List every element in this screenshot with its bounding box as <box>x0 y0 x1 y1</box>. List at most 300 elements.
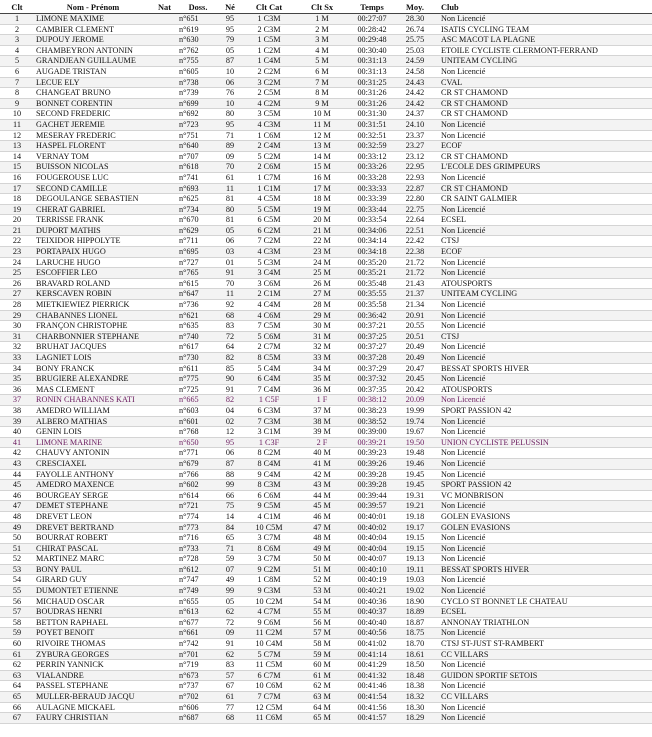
cell-time: 00:33:33 <box>347 183 397 194</box>
cell-club: Non Licencié <box>433 14 652 25</box>
cell-name: DUPORT MATHIS <box>34 225 152 236</box>
cell-time: 00:39:21 <box>347 437 397 448</box>
cell-club: CR SAINT GALMIER <box>433 194 652 205</box>
cell-born: 72 <box>219 331 241 342</box>
cell-nat <box>152 639 177 650</box>
cell-avg-speed: 21.43 <box>397 278 433 289</box>
cell-cat-rank: 1 C7M <box>241 172 297 183</box>
cell-nat <box>152 88 177 99</box>
cell-club: Non Licencié <box>433 257 652 268</box>
cell-cat-rank: 1 C6M <box>241 130 297 141</box>
cell-bib: n°655 <box>177 596 219 607</box>
table-row <box>0 141 652 152</box>
cell-cat-rank: 8 C2M <box>241 448 297 459</box>
cell-club: GOLEN EVASIONS <box>433 522 652 533</box>
cell-rank: 7 <box>0 77 34 88</box>
cell-rank: 46 <box>0 490 34 501</box>
cell-club: Non Licencié <box>433 543 652 554</box>
cell-nat <box>152 289 177 300</box>
cell-rank: 36 <box>0 384 34 395</box>
cell-name: DEMET STEPHANE <box>34 501 152 512</box>
cell-sex-rank: 52 M <box>297 575 347 586</box>
cell-nat <box>152 692 177 703</box>
cell-avg-speed: 24.42 <box>397 88 433 99</box>
cell-nat <box>152 77 177 88</box>
cell-born: 61 <box>219 172 241 183</box>
cell-born: 05 <box>219 45 241 56</box>
cell-time: 00:35:20 <box>347 257 397 268</box>
cell-name: DEGOULANGE SEBASTIEN <box>34 194 152 205</box>
cell-club: Non Licencié <box>433 469 652 480</box>
cell-avg-speed: 19.46 <box>397 458 433 469</box>
cell-sex-rank: 19 M <box>297 204 347 215</box>
cell-time: 00:40:56 <box>347 628 397 639</box>
cell-sex-rank: 61 M <box>297 670 347 681</box>
cell-cat-rank: 2 C6M <box>241 162 297 173</box>
cell-nat <box>152 511 177 522</box>
cell-born: 81 <box>219 194 241 205</box>
cell-club: Non Licencié <box>433 575 652 586</box>
table-row <box>0 575 652 586</box>
cell-rank: 38 <box>0 405 34 416</box>
cell-born: 72 <box>219 617 241 628</box>
table-row <box>0 56 652 67</box>
table-row <box>0 257 652 268</box>
cell-rank: 28 <box>0 300 34 311</box>
cell-time: 00:35:48 <box>347 278 397 289</box>
cell-time: 00:40:10 <box>347 564 397 575</box>
cell-rank: 12 <box>0 130 34 141</box>
cell-sex-rank: 62 M <box>297 681 347 692</box>
cell-sex-rank: 17 M <box>297 183 347 194</box>
cell-nat <box>152 66 177 77</box>
cell-cat-rank: 9 C5M <box>241 501 297 512</box>
cell-time: 00:27:07 <box>347 14 397 25</box>
cell-time: 00:40:19 <box>347 575 397 586</box>
cell-nat <box>152 300 177 311</box>
table-row <box>0 511 652 522</box>
cell-rank: 65 <box>0 692 34 703</box>
cell-cat-rank: 1 C3F <box>241 437 297 448</box>
table-row <box>0 151 652 162</box>
cell-name: LAGNIET LOIS <box>34 353 152 364</box>
cell-club: Non Licencié <box>433 713 652 724</box>
cell-sex-rank: 42 M <box>297 469 347 480</box>
cell-nat <box>152 257 177 268</box>
cell-nat <box>152 14 177 25</box>
cell-rank: 25 <box>0 268 34 279</box>
cell-avg-speed: 18.75 <box>397 628 433 639</box>
cell-cat-rank: 1 C8M <box>241 575 297 586</box>
cell-name: BOURRAT ROBERT <box>34 533 152 544</box>
cell-time: 00:37:28 <box>347 353 397 364</box>
cell-born: 90 <box>219 374 241 385</box>
cell-club: CC VILLARS <box>433 692 652 703</box>
cell-cat-rank: 10 C5M <box>241 522 297 533</box>
cell-name: BRAVARD ROLAND <box>34 278 152 289</box>
cell-rank: 31 <box>0 331 34 342</box>
cell-sex-rank: 9 M <box>297 98 347 109</box>
table-row <box>0 639 652 650</box>
cell-cat-rank: 3 C7M <box>241 533 297 544</box>
cell-avg-speed: 18.50 <box>397 660 433 671</box>
cell-name: BONNET CORENTIN <box>34 98 152 109</box>
cell-sex-rank: 8 M <box>297 88 347 99</box>
cell-cat-rank: 4 C3M <box>241 247 297 258</box>
cell-born: 87 <box>219 458 241 469</box>
cell-sex-rank: 38 M <box>297 416 347 427</box>
cell-name: GACHET JEREMIE <box>34 119 152 130</box>
cell-born: 11 <box>219 289 241 300</box>
cell-club: Non Licencié <box>433 702 652 713</box>
cell-rank: 55 <box>0 586 34 597</box>
cell-nat <box>152 109 177 120</box>
table-row <box>0 236 652 247</box>
cell-sex-rank: 59 M <box>297 649 347 660</box>
cell-born: 81 <box>219 215 241 226</box>
cell-club: Non Licencié <box>433 533 652 544</box>
cell-born: 71 <box>219 543 241 554</box>
cell-time: 00:37:21 <box>347 321 397 332</box>
cell-name: ZYBURA GEORGES <box>34 649 152 660</box>
cell-sex-rank: 60 M <box>297 660 347 671</box>
cell-avg-speed: 22.64 <box>397 215 433 226</box>
cell-avg-speed: 19.74 <box>397 416 433 427</box>
cell-nat <box>152 427 177 438</box>
table-row <box>0 342 652 353</box>
cell-avg-speed: 22.51 <box>397 225 433 236</box>
cell-name: FOUGEROUSE LUC <box>34 172 152 183</box>
cell-nat <box>152 713 177 724</box>
cell-name: BONY PAUL <box>34 564 152 575</box>
col-header-clt: Clt <box>0 2 34 14</box>
cell-rank: 21 <box>0 225 34 236</box>
cell-time: 00:31:26 <box>347 98 397 109</box>
cell-rank: 2 <box>0 24 34 35</box>
cell-sex-rank: 48 M <box>297 533 347 544</box>
cell-nat <box>152 24 177 35</box>
cell-bib: n°625 <box>177 194 219 205</box>
cell-avg-speed: 18.70 <box>397 639 433 650</box>
table-row <box>0 554 652 565</box>
cell-bib: n°612 <box>177 564 219 575</box>
cell-bib: n°618 <box>177 162 219 173</box>
cell-rank: 62 <box>0 660 34 671</box>
cell-nat <box>152 321 177 332</box>
cell-nat <box>152 554 177 565</box>
cell-time: 00:35:58 <box>347 300 397 311</box>
cell-nat <box>152 448 177 459</box>
table-row <box>0 278 652 289</box>
cell-avg-speed: 24.10 <box>397 119 433 130</box>
cell-club: Non Licencié <box>433 130 652 141</box>
cell-sex-rank: 7 M <box>297 77 347 88</box>
table-row <box>0 617 652 628</box>
cell-time: 00:41:02 <box>347 639 397 650</box>
cell-nat <box>152 501 177 512</box>
cell-bib: n°679 <box>177 458 219 469</box>
cell-rank: 3 <box>0 35 34 46</box>
cell-nat <box>152 247 177 258</box>
cell-rank: 47 <box>0 501 34 512</box>
cell-time: 00:33:44 <box>347 204 397 215</box>
cell-club: BESSAT SPORTS HIVER <box>433 363 652 374</box>
cell-club: Non Licencié <box>433 204 652 215</box>
cell-name: BOURGEAY SERGE <box>34 490 152 501</box>
cell-name: AULAGNE MICKAEL <box>34 702 152 713</box>
cell-rank: 27 <box>0 289 34 300</box>
cell-club: Non Licencié <box>433 225 652 236</box>
cell-avg-speed: 18.30 <box>397 702 433 713</box>
cell-time: 00:38:23 <box>347 405 397 416</box>
cell-name: CRESCIAXEL <box>34 458 152 469</box>
cell-bib: n°765 <box>177 268 219 279</box>
col-header-club: Club <box>433 2 652 14</box>
cell-sex-rank: 16 M <box>297 172 347 183</box>
cell-avg-speed: 28.30 <box>397 14 433 25</box>
cell-cat-rank: 9 C3M <box>241 586 297 597</box>
cell-club: UNITEAM CYCLING <box>433 289 652 300</box>
cell-nat <box>152 469 177 480</box>
cell-avg-speed: 24.59 <box>397 56 433 67</box>
cell-avg-speed: 18.87 <box>397 617 433 628</box>
cell-born: 99 <box>219 586 241 597</box>
cell-sex-rank: 50 M <box>297 554 347 565</box>
cell-born: 91 <box>219 384 241 395</box>
cell-bib: n°755 <box>177 56 219 67</box>
cell-cat-rank: 4 C5M <box>241 194 297 205</box>
cell-nat <box>152 363 177 374</box>
cell-sex-rank: 33 M <box>297 353 347 364</box>
cell-club: Non Licencié <box>433 554 652 565</box>
cell-club: CTSJ <box>433 236 652 247</box>
cell-avg-speed: 20.51 <box>397 331 433 342</box>
cell-cat-rank: 6 C5M <box>241 215 297 226</box>
cell-bib: n°734 <box>177 204 219 215</box>
cell-cat-rank: 1 C3M <box>241 14 297 25</box>
cell-rank: 57 <box>0 607 34 618</box>
cell-avg-speed: 24.43 <box>397 77 433 88</box>
table-row <box>0 130 652 141</box>
cell-rank: 63 <box>0 670 34 681</box>
cell-club: GOLEN EVASIONS <box>433 511 652 522</box>
cell-bib: n°719 <box>177 660 219 671</box>
cell-born: 10 <box>219 66 241 77</box>
cell-bib: n°699 <box>177 98 219 109</box>
cell-club: CR ST CHAMOND <box>433 109 652 120</box>
cell-rank: 45 <box>0 480 34 491</box>
cell-born: 03 <box>219 247 241 258</box>
cell-nat <box>152 649 177 660</box>
cell-sex-rank: 26 M <box>297 278 347 289</box>
table-row <box>0 692 652 703</box>
table-row <box>0 119 652 130</box>
cell-cat-rank: 4 C1M <box>241 511 297 522</box>
cell-avg-speed: 18.89 <box>397 607 433 618</box>
cell-avg-speed: 22.87 <box>397 183 433 194</box>
table-row <box>0 204 652 215</box>
cell-cat-rank: 9 C6M <box>241 617 297 628</box>
cell-name: CHAMBEYRON ANTONIN <box>34 45 152 56</box>
cell-avg-speed: 20.09 <box>397 395 433 406</box>
cell-time: 00:37:35 <box>347 384 397 395</box>
cell-name: HASPEL FLORENT <box>34 141 152 152</box>
table-row <box>0 437 652 448</box>
cell-avg-speed: 19.11 <box>397 564 433 575</box>
cell-cat-rank: 6 C7M <box>241 670 297 681</box>
cell-rank: 41 <box>0 437 34 448</box>
cell-born: 14 <box>219 511 241 522</box>
cell-club: ECOF <box>433 141 652 152</box>
cell-club: ETOILE CYCLISTE CLERMONT-FERRAND <box>433 45 652 56</box>
cell-sex-rank: 1 M <box>297 14 347 25</box>
cell-name: CAMBIER CLEMENT <box>34 24 152 35</box>
cell-rank: 17 <box>0 183 34 194</box>
cell-avg-speed: 18.32 <box>397 692 433 703</box>
table-row <box>0 628 652 639</box>
cell-avg-speed: 19.13 <box>397 554 433 565</box>
table-row <box>0 670 652 681</box>
cell-club: Non Licencié <box>433 586 652 597</box>
cell-avg-speed: 19.02 <box>397 586 433 597</box>
cell-bib: n°730 <box>177 353 219 364</box>
cell-nat <box>152 278 177 289</box>
cell-avg-speed: 19.03 <box>397 575 433 586</box>
cell-club: Non Licencié <box>433 374 652 385</box>
cell-time: 00:40:02 <box>347 522 397 533</box>
table-row <box>0 480 652 491</box>
cell-avg-speed: 21.34 <box>397 300 433 311</box>
cell-born: 92 <box>219 300 241 311</box>
cell-bib: n°725 <box>177 384 219 395</box>
cell-cat-rank: 3 C6M <box>241 278 297 289</box>
cell-avg-speed: 22.75 <box>397 204 433 215</box>
cell-cat-rank: 1 C4M <box>241 56 297 67</box>
cell-time: 00:34:14 <box>347 236 397 247</box>
table-row <box>0 395 652 406</box>
cell-avg-speed: 24.58 <box>397 66 433 77</box>
cell-cat-rank: 11 C6M <box>241 713 297 724</box>
table-row <box>0 98 652 109</box>
cell-name: DUPOUY JEROME <box>34 35 152 46</box>
cell-sex-rank: 55 M <box>297 607 347 618</box>
cell-nat <box>152 543 177 554</box>
cell-time: 00:34:06 <box>347 225 397 236</box>
table-row <box>0 469 652 480</box>
cell-name: DREVET BERTRAND <box>34 522 152 533</box>
cell-time: 00:40:37 <box>347 607 397 618</box>
cell-born: 80 <box>219 204 241 215</box>
cell-cat-rank: 4 C7M <box>241 607 297 618</box>
cell-club: CR ST CHAMOND <box>433 183 652 194</box>
cell-name: FAYOLLE ANTHONY <box>34 469 152 480</box>
cell-avg-speed: 24.37 <box>397 109 433 120</box>
cell-rank: 29 <box>0 310 34 321</box>
table-row <box>0 490 652 501</box>
cell-bib: n°736 <box>177 300 219 311</box>
cell-cat-rank: 2 C4M <box>241 141 297 152</box>
cell-time: 00:39:57 <box>347 501 397 512</box>
cell-nat <box>152 596 177 607</box>
cell-nat <box>152 564 177 575</box>
col-header-born: Né <box>219 2 241 14</box>
cell-club: Non Licencié <box>433 66 652 77</box>
table-row <box>0 596 652 607</box>
cell-born: 01 <box>219 257 241 268</box>
cell-born: 61 <box>219 692 241 703</box>
table-row <box>0 225 652 236</box>
cell-name: MICHAUD OSCAR <box>34 596 152 607</box>
cell-name: ESCOFFIER LEO <box>34 268 152 279</box>
cell-rank: 42 <box>0 448 34 459</box>
cell-born: 59 <box>219 554 241 565</box>
cell-avg-speed: 22.93 <box>397 172 433 183</box>
cell-name: CHABANNES LIONEL <box>34 310 152 321</box>
cell-time: 00:38:52 <box>347 416 397 427</box>
cell-nat <box>152 268 177 279</box>
cell-bib: n°630 <box>177 35 219 46</box>
cell-time: 00:41:56 <box>347 702 397 713</box>
cell-name: TEIXIDOR HIPPOLYTE <box>34 236 152 247</box>
cell-avg-speed: 20.91 <box>397 310 433 321</box>
cell-club: ANNONAY TRIATHLON <box>433 617 652 628</box>
cell-bib: n°603 <box>177 405 219 416</box>
cell-avg-speed: 21.37 <box>397 289 433 300</box>
cell-time: 00:39:00 <box>347 427 397 438</box>
cell-nat <box>152 225 177 236</box>
cell-sex-rank: 27 M <box>297 289 347 300</box>
cell-sex-rank: 5 M <box>297 56 347 67</box>
cell-rank: 35 <box>0 374 34 385</box>
cell-name: DREVET LEON <box>34 511 152 522</box>
cell-club: CR ST CHAMOND <box>433 98 652 109</box>
cell-bib: n°727 <box>177 257 219 268</box>
col-header-bib: Doss. <box>177 2 219 14</box>
cell-club: Non Licencié <box>433 119 652 130</box>
cell-nat <box>152 130 177 141</box>
cell-cat-rank: 7 C7M <box>241 692 297 703</box>
cell-cat-rank: 4 C2M <box>241 98 297 109</box>
cell-sex-rank: 31 M <box>297 331 347 342</box>
cell-avg-speed: 25.75 <box>397 35 433 46</box>
cell-club: CR ST CHAMOND <box>433 88 652 99</box>
cell-club: Non Licencié <box>433 416 652 427</box>
col-header-sex-rank: Clt Sx <box>297 2 347 14</box>
cell-bib: n°665 <box>177 395 219 406</box>
cell-name: TERRISSE FRANK <box>34 215 152 226</box>
cell-bib: n°739 <box>177 88 219 99</box>
cell-nat <box>152 533 177 544</box>
cell-sex-rank: 39 M <box>297 427 347 438</box>
cell-nat <box>152 702 177 713</box>
cell-cat-rank: 8 C4M <box>241 458 297 469</box>
cell-cat-rank: 10 C2M <box>241 596 297 607</box>
cell-time: 00:39:23 <box>347 448 397 459</box>
cell-name: CHANGEAT BRUNO <box>34 88 152 99</box>
cell-time: 00:33:12 <box>347 151 397 162</box>
cell-born: 79 <box>219 35 241 46</box>
cell-time: 00:37:27 <box>347 342 397 353</box>
cell-name: AMEDRO WILLIAM <box>34 405 152 416</box>
cell-avg-speed: 22.38 <box>397 247 433 258</box>
cell-avg-speed: 24.42 <box>397 98 433 109</box>
cell-sex-rank: 64 M <box>297 702 347 713</box>
cell-born: 02 <box>219 416 241 427</box>
cell-bib: n°650 <box>177 437 219 448</box>
cell-club: Non Licencié <box>433 448 652 459</box>
table-row <box>0 300 652 311</box>
cell-cat-rank: 1 C5M <box>241 35 297 46</box>
